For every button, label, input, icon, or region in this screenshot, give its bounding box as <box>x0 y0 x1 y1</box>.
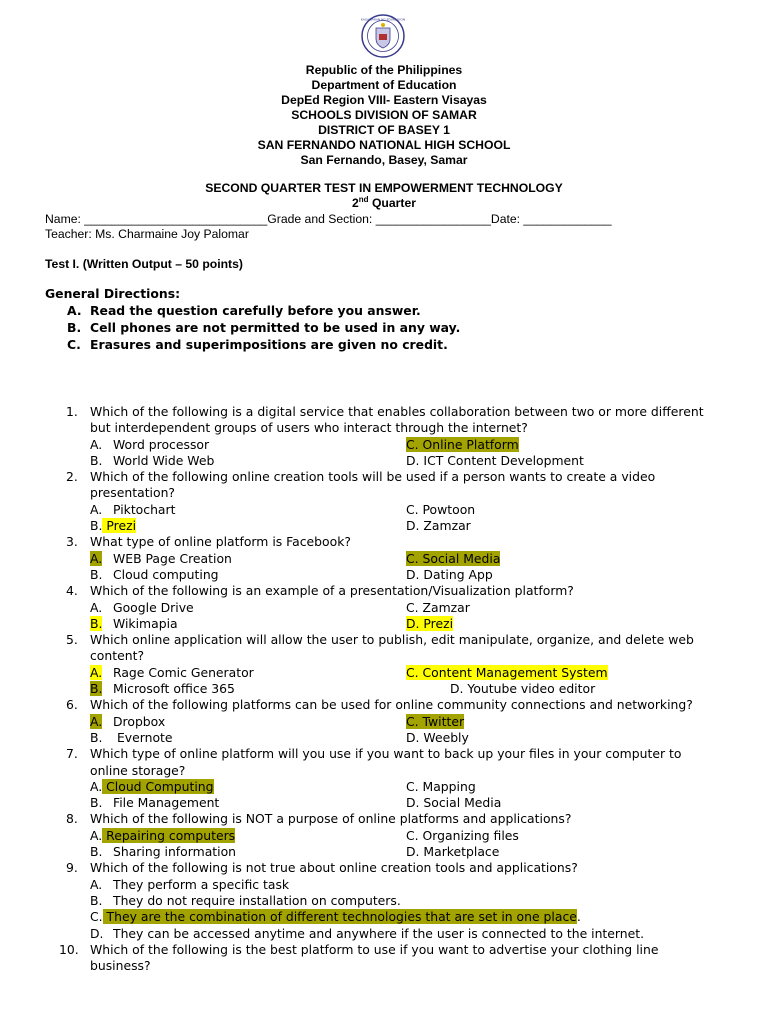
header-division: SCHOOLS DIVISION OF SAMAR <box>291 108 477 122</box>
directions-heading: General Directions: <box>45 286 181 301</box>
header-school: SAN FERNANDO NATIONAL HIGH SCHOOL <box>257 138 511 152</box>
direction-item: A. Read the question carefully before you answer. <box>67 303 421 318</box>
header-department: Department of Education <box>311 78 457 92</box>
exam-page: KAGAWARAN NG EDUKASYON Republic of the Philippines Department of Education DepEd Region VIII- Eastern Visayas SCHOOLS DIVISION OF SAMAR DISTRICT OF BASEY 1 SAN FERNANDO NATIONAL HIGH SCHOOL San Fernando, Basey, Samar SECOND QUARTER TEST IN EMPOWERMENT TECHNOLOGY 2nd Quarter Name: ___________________________Grade and Section: _________________Date: _____________ Teacher: Ms. Charmaine Joy Palomar Test I. (Written Output – 50 points) General Directions: A. Read the question carefully before you answer. B. Cell phones are not permitted to be used in any way. C. Erasures and superimpositions are given no credit. 1. Which of the following is a digital service that enables collaboration between two or more different but interdependent groups of users who interact through the internet? A. Word processor C. Online Platform B. World Wide Web D. ICT Content Development 2. Which of the following online creation tools will be used if a person wants to create a video presentation? A. Piktochart C. Powtoon B. Prezi D. Zamzar 3. What type of online platform is Facebook? A. WEB Page Creation C. Social Media B. Cloud computing D. Dating App 4. Which of the following is an example of a presentation/Visualization platform? A. Google Drive C. Zamzar B. Wikimapia D. Prezi 5. Which online application will allow the user to publish, edit manipulate, organize, and delete web content? A. Rage Comic Generator C. Content Management System B. Microsoft office 365 D. Youtube video editor 6. Which of the following platforms can be used for online community connections and networking? A. Dropbox C. Twitter B. Evernote D. Weebly 7. Which type of online platform will you use if you want to back up your files in your computer to online storage? A. Cloud Computing C. Mapping B. File Management D. Social Media 8. Which of the following is NOT a purpose of online platforms and applications? A. Repairing computers C. Organizing files B. Sharing information D. Marketplace 9. Which of the following is not true about online creation tools and applications? A. They perform a specific task B. They do not require installation on computers. C. They are the combination of different technologies that are set in one place. D. They can be accessed anytime and anywhere if the user is connected to the internet. 10. Which of the following is the best platform to use if you want to advertise your clothing line business? <box>0 0 768 1024</box>
highlighted-answer: D. Prezi <box>406 615 454 631</box>
highlighted-answer: Cloud Computing <box>102 778 214 794</box>
teacher-line: Teacher: Ms. Charmaine Joy Palomar <box>45 227 249 241</box>
highlighted-answer: Prezi <box>102 518 137 534</box>
general-directions <box>45 285 460 353</box>
highlighted-answer: They are the combination of different technologies that are set in one place <box>102 909 577 925</box>
header-district: DISTRICT OF BASEY 1 <box>318 123 450 137</box>
highlighted-letter: B. <box>90 681 103 697</box>
direction-item: C. Erasures and superimpositions are given no credit. <box>67 337 448 352</box>
deped-seal-icon <box>361 14 405 58</box>
header-region: DepEd Region VIII- Eastern Visayas <box>281 93 487 107</box>
school-header <box>0 63 768 168</box>
test-label: Test I. (Written Output – 50 points) <box>45 257 243 271</box>
name-grade-date-line: Name: ___________________________Grade and Section: _________________Date: _____________ <box>45 212 612 226</box>
highlighted-letter: A. <box>90 550 103 566</box>
highlighted-letter: A. <box>90 713 103 729</box>
header-address: San Fernando, Basey, Samar <box>300 153 468 167</box>
direction-item: B. Cell phones are not permitted to be used in any way. <box>67 320 461 335</box>
highlighted-answer: Repairing computers <box>102 827 236 843</box>
highlighted-answer: C. Social Media <box>406 550 501 566</box>
highlighted-answer: C. Online Platform <box>406 436 519 452</box>
exam-title-block <box>0 181 768 211</box>
exam-title: SECOND QUARTER TEST IN EMPOWERMENT TECHNOLOGY <box>205 181 563 195</box>
quarter-label: 2nd Quarter <box>352 194 416 210</box>
highlighted-answer: C. Twitter <box>406 713 465 729</box>
header-republic: Republic of the Philippines <box>305 63 463 77</box>
highlighted-letter: A. <box>90 664 103 680</box>
seal-text: KAGAWARAN NG EDUKASYON <box>361 17 405 22</box>
highlighted-answer: C. Content Management System <box>406 664 608 680</box>
highlighted-letter: B. <box>90 615 103 631</box>
